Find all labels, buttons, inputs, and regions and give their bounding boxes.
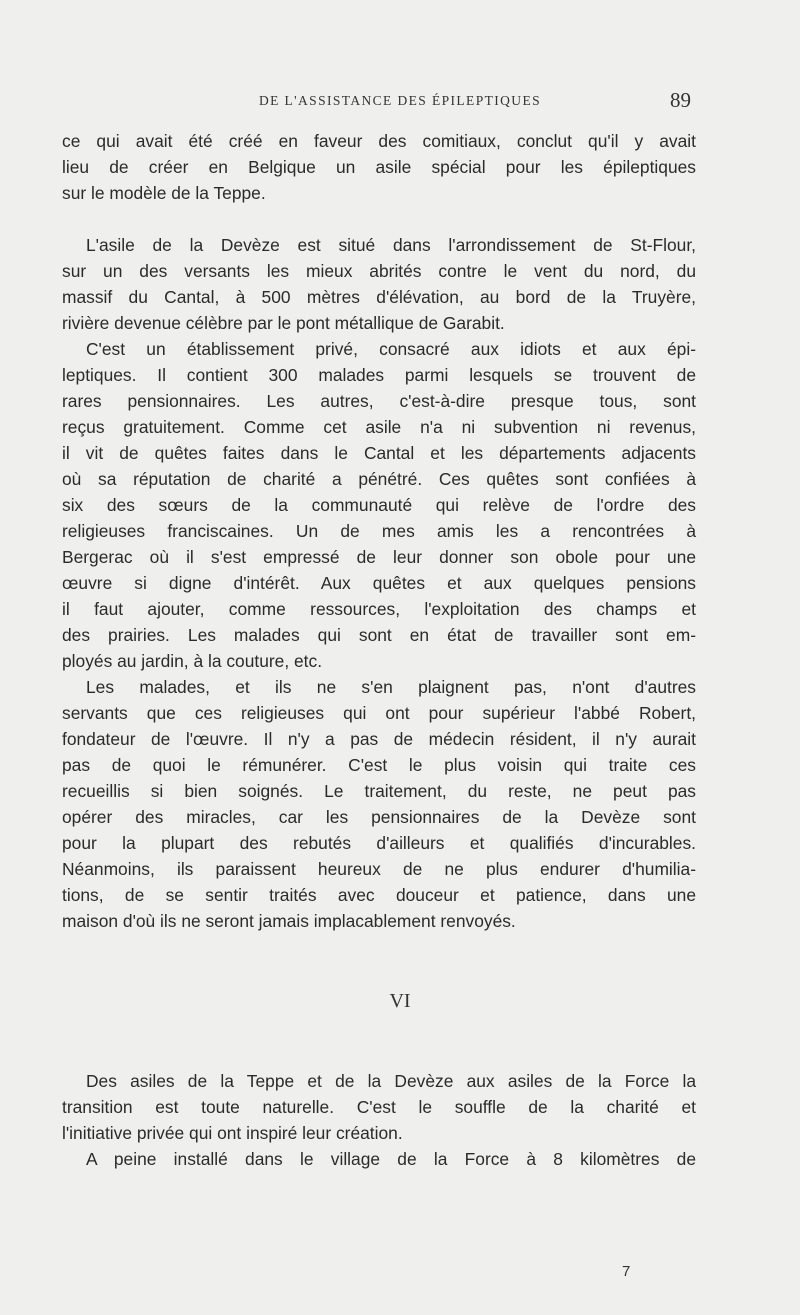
text-line: l'initiative privée qui ont inspiré leur création. (62, 1123, 403, 1143)
signature-mark: 7 (622, 1263, 631, 1280)
text-line: il faut ajouter, comme ressources, l'exploitation des champs et (62, 599, 696, 619)
text-line: sur un des versants les mieux abrités contre le vent du nord, du (62, 261, 696, 281)
text-line: rivière devenue célèbre par le pont métallique de Garabit. (62, 313, 505, 333)
text-line: Néanmoins, ils paraissent heureux de ne plus endurer d'humilia- (62, 859, 696, 879)
text-line: pas de quoi le rémunérer. C'est le plus voisin qui traite ces (62, 755, 696, 775)
section-text (62, 1068, 696, 1172)
text-line: ployés au jardin, à la couture, etc. (62, 651, 323, 671)
page-number: 89 (670, 88, 691, 112)
text-line: C'est un établissement privé, consacré aux idiots et aux épi- (86, 339, 696, 359)
text-line: où sa réputation de charité a pénétré. Ces quêtes sont confiées à (62, 469, 696, 489)
running-title: DE L'ASSISTANCE DES ÉPILEPTIQUES (258, 93, 542, 108)
text-line: des prairies. Les malades qui sont en état de travailler sont em- (62, 625, 696, 645)
text-line: Bergerac où il s'est empressé de leur donner son obole pour une (62, 547, 696, 567)
text-line: tions, de se sentir traités avec douceur et patience, dans une (62, 885, 696, 905)
text-line: religieuses franciscaines. Un de mes amis les a rencontrées à (62, 521, 696, 541)
text-line: lieu de créer en Belgique un asile spécial pour les épileptiques (62, 157, 696, 177)
text-line: pour la plupart des rebutés d'ailleurs et qualifiés d'incurables. (62, 833, 696, 853)
text-line: maison d'où ils ne seront jamais implacablement renvoyés. (62, 911, 516, 931)
text-line: Des asiles de la Teppe et de la Devèze aux asiles de la Force la (86, 1071, 696, 1091)
text-line: ce qui avait été créé en faveur des comitiaux, conclut qu'il y avait (62, 131, 696, 151)
text-line: A peine installé dans le village de la Force à 8 kilomètres de (86, 1149, 696, 1169)
text-line: il vit de quêtes faites dans le Cantal et les départements adjacents (62, 443, 696, 463)
text-line: L'asile de la Devèze est situé dans l'arrondissement de St-Flour, (86, 235, 696, 255)
text-line: transition est toute naturelle. C'est le souffle de la charité et (62, 1097, 696, 1117)
section-heading: VI (389, 990, 411, 1012)
text-line: fondateur de l'œuvre. Il n'y a pas de médecin résident, il n'y aurait (62, 729, 696, 749)
text-line: opérer des miracles, car les pensionnaires de la Devèze sont (62, 807, 696, 827)
text-line: servants que ces religieuses qui ont pour supérieur l'abbé Robert, (62, 703, 696, 723)
text-line: massif du Cantal, à 500 mètres d'élévation, au bord de la Truyère, (62, 287, 696, 307)
text-line: leptiques. Il contient 300 malades parmi lesquels se trouvent de (62, 365, 696, 385)
main-text (62, 232, 696, 934)
text-line: œuvre si digne d'intérêt. Aux quêtes et aux quelques pensions (62, 573, 696, 593)
text-line: sur le modèle de la Teppe. (62, 183, 266, 203)
text-line: rares pensionnaires. Les autres, c'est-à-dire presque tous, sont (62, 391, 696, 411)
text-line: Les malades, et ils ne s'en plaignent pas, n'ont d'autres (86, 677, 696, 697)
text-line: recueillis si bien soignés. Le traitement, du reste, ne peut pas (62, 781, 696, 801)
text-line: reçus gratuitement. Comme cet asile n'a ni subvention ni revenus, (62, 417, 696, 437)
text-line: six des sœurs de la communauté qui relève de l'ordre des (62, 495, 696, 515)
paragraph-continuation (62, 128, 696, 206)
